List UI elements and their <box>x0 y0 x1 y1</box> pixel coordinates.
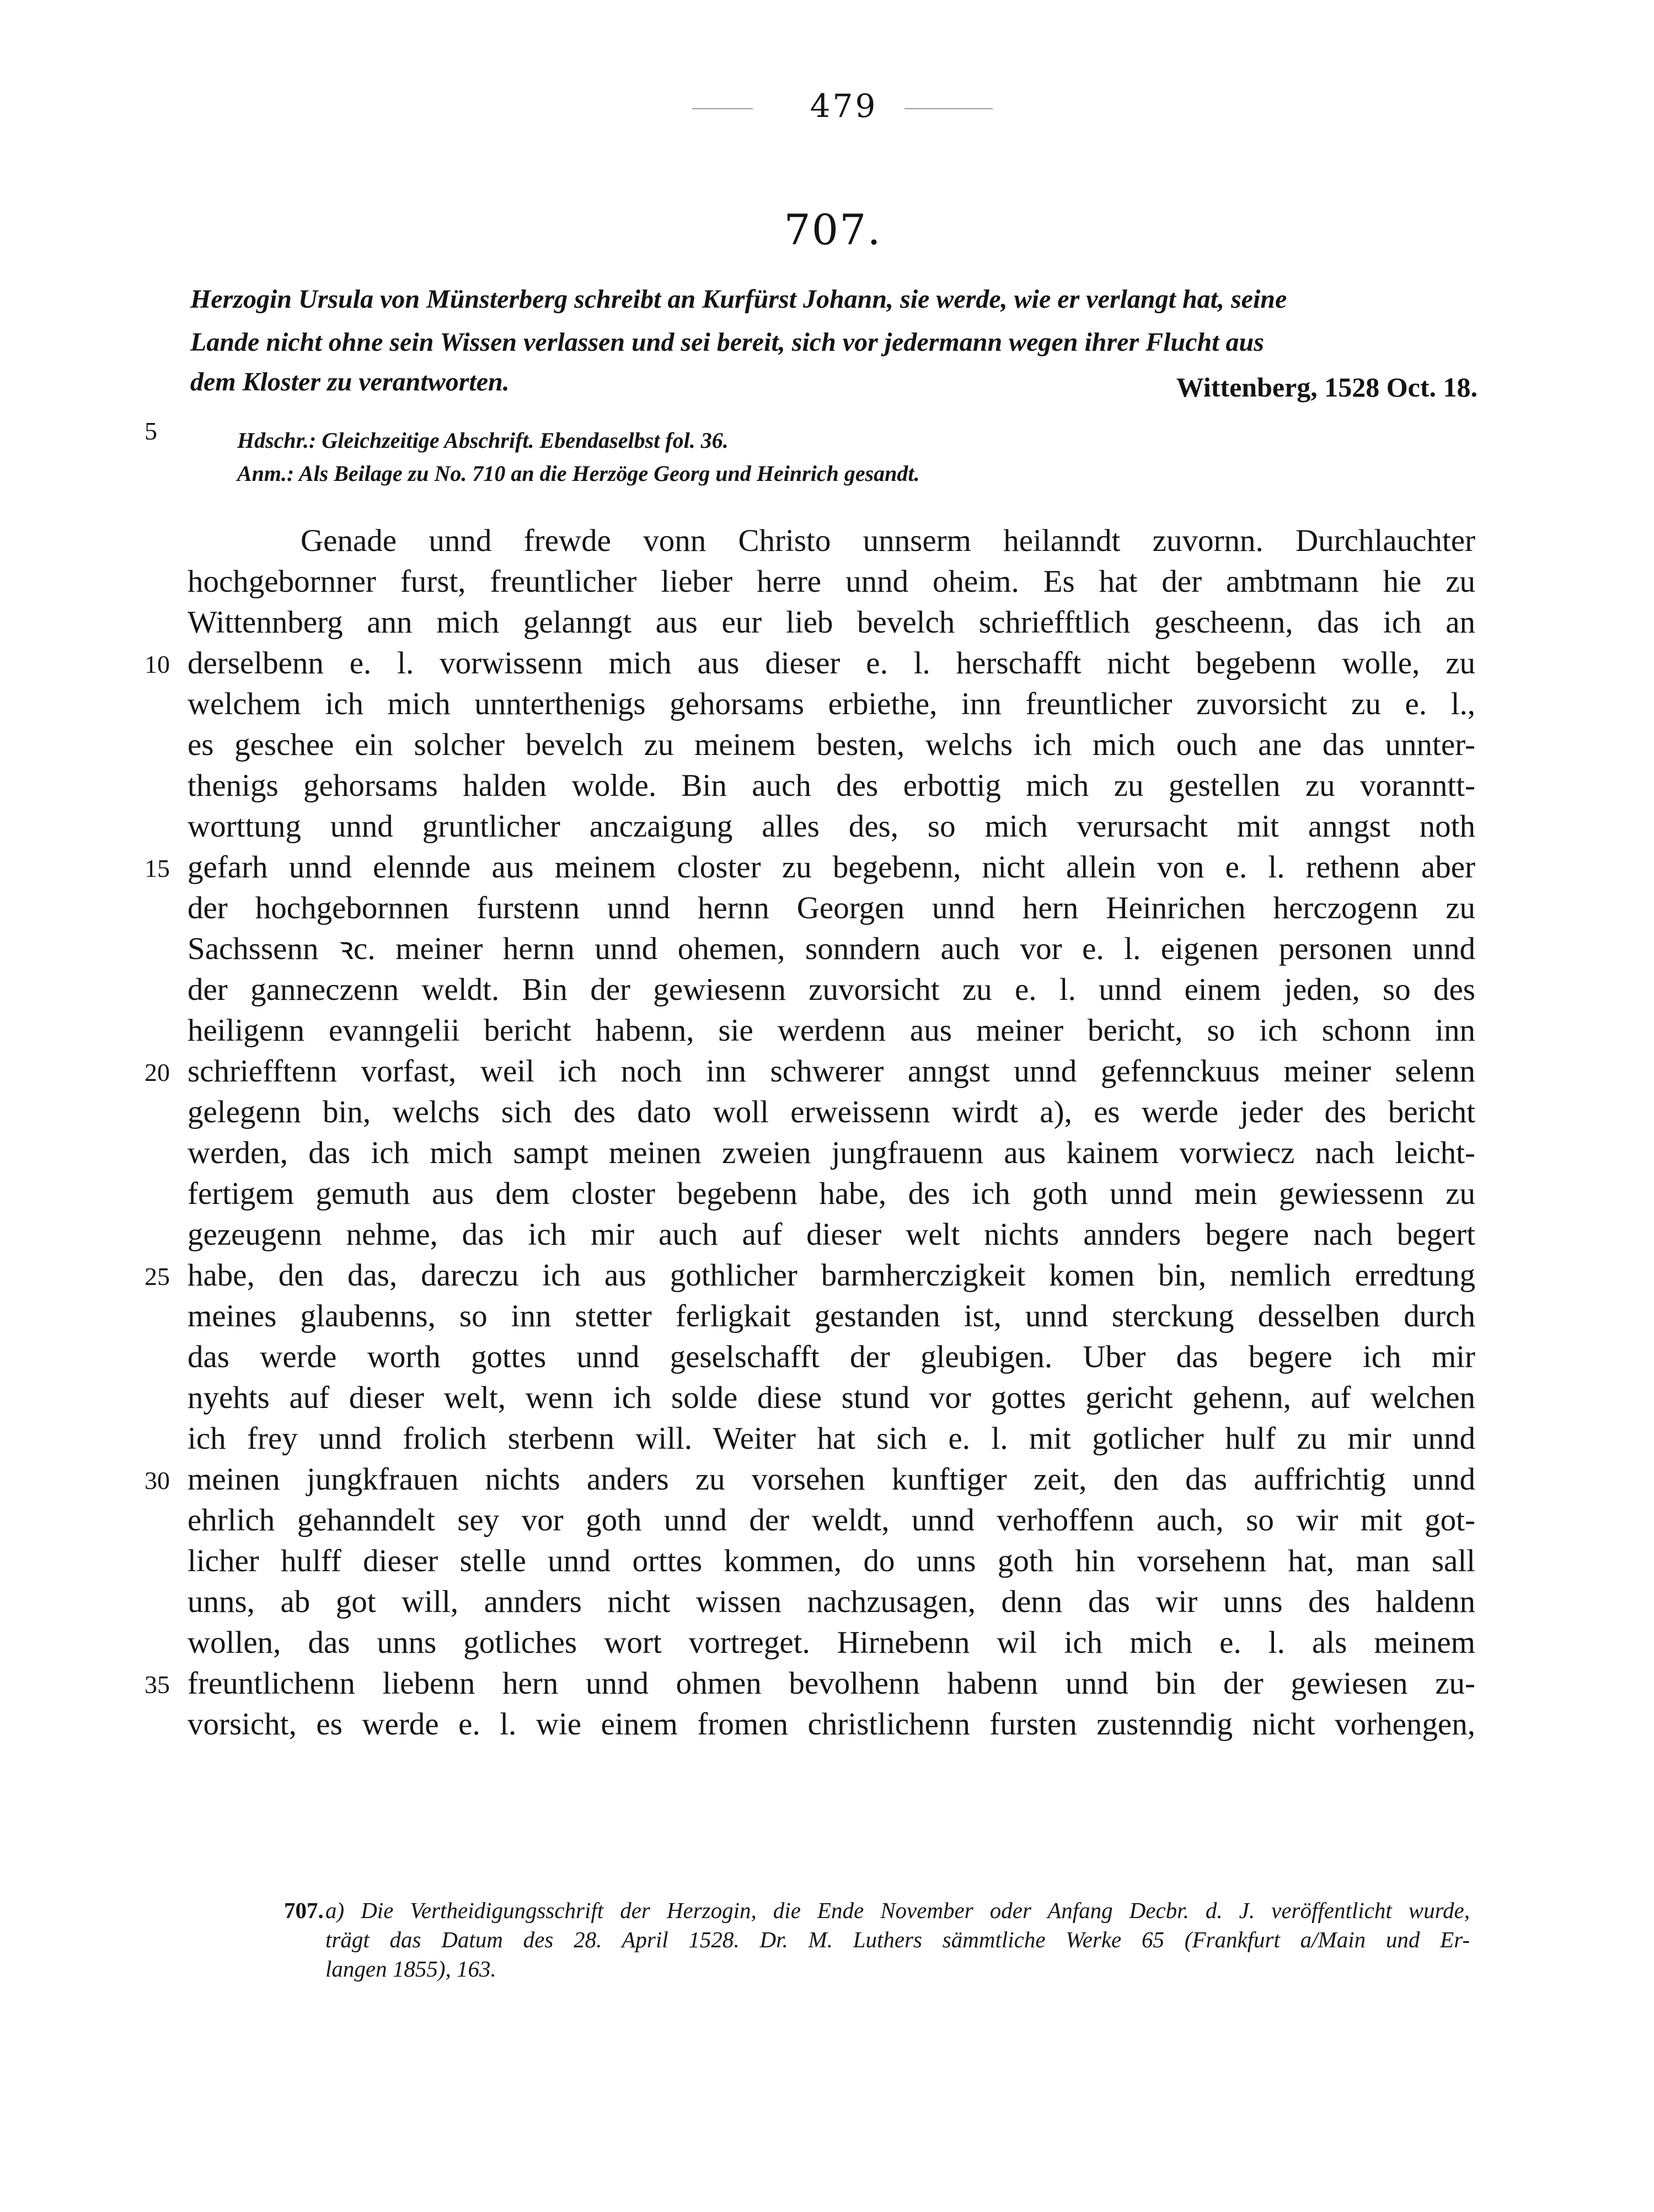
body-line: welchem ich mich unnterthenigs gehorsams erbiethe, inn freuntlicher zuvorsicht zu e. l., <box>188 687 1475 721</box>
document-number: 707. <box>784 205 882 254</box>
body-line: der ganneczenn weldt. Bin der gewiesenn zuvorsicht zu e. l. unnd einem jeden, so des <box>188 972 1475 1007</box>
body-line: gelegenn bin, welchs sich des dato woll erweissenn wirdt a), es werde jeder des bericht <box>188 1095 1475 1129</box>
body-line: vorsicht, es werde e. l. wie einem fromen christlichenn fursten zustenndig nicht vorhengen, <box>188 1707 1475 1742</box>
body-line: ehrlich gehanndelt sey vor goth unnd der weldt, unnd verhoffenn auch, so wir mit got- <box>188 1503 1475 1538</box>
header-rule-right <box>904 108 993 109</box>
body-line: worttung unnd gruntlicher anczaigung alles des, so mich verursacht mit anngst noth <box>188 809 1475 844</box>
page-number: 479 <box>810 87 878 125</box>
body-line: fertigem gemuth aus dem closter begebenn habe, des ich goth unnd mein gewiessenn zu <box>188 1176 1475 1211</box>
body-line: thenigs gehorsams halden wolde. Bin auch des erbottig mich zu gestellen zu voranntt- <box>188 768 1475 803</box>
body-line: schriefftenn vorfast, weil ich noch inn schwerer anngst unnd gefennckuus meiner selenn <box>188 1054 1475 1089</box>
body-line: wollen, das unns gotliches wort vortreget. Hirnebenn wil ich mich e. l. als meinem <box>188 1625 1475 1660</box>
body-line: licher hulff dieser stelle unnd orttes kommen, do unns goth hin vorsehenn hat, man sall <box>188 1544 1475 1578</box>
footnote-line: a) Die Vertheidigungsschrift der Herzogin, die Ende November oder Anfang Decbr. d. J. veröffentlicht wurde, <box>325 1898 1470 1923</box>
body-line: werden, das ich mich sampt meinen zweien jungfrauenn aus kainem vorwiecz nach leicht- <box>188 1136 1475 1170</box>
body-line: ich frey unnd frolich sterbenn will. Weiter hat sich e. l. mit gotlicher hulf zu mir unnd <box>188 1421 1475 1456</box>
body-line: meinen jungkfrauen nichts anders zu vorsehen kunftiger zeit, den das auffrichtig unnd <box>188 1462 1475 1497</box>
body-line: es geschee ein solcher bevelch zu meinem besten, welchs ich mich ouch ane das unnter- <box>188 727 1475 762</box>
line-number: 15 <box>144 854 170 882</box>
body-line: heiligenn evanngelii bericht habenn, sie werdenn aus meiner bericht, so ich schonn inn <box>188 1013 1475 1048</box>
source-note: Anm.: Als Beilage zu No. 710 an die Herzöge Georg und Heinrich gesandt. <box>237 461 920 486</box>
body-line: Wittennberg ann mich gelanngt aus eur lieb bevelch schriefftlich gescheenn, das ich an <box>188 605 1475 640</box>
summary-line: Herzogin Ursula von Münsterberg schreibt an Kurfürst Johann, sie werde, wie er verlangt hat, seine <box>190 285 1287 314</box>
dateline: Wittenberg, 1528 Oct. 18. <box>1176 372 1478 403</box>
line-number: 5 <box>144 417 157 445</box>
body-line: das werde worth gottes unnd geselschafft der gleubigen. Uber das begere ich mir <box>188 1340 1475 1374</box>
body-line: der hochgebornnen furstenn unnd hernn Georgen unnd hern Heinrichen herczogenn zu <box>188 891 1475 925</box>
body-line: gezeugenn nehme, das ich mir auch auf dieser welt nichts annders begere nach begert <box>188 1217 1475 1252</box>
line-number: 35 <box>144 1670 170 1699</box>
body-line: derselbenn e. l. vorwissenn mich aus dieser e. l. herschafft nicht begebenn wolle, zu <box>188 646 1475 681</box>
summary-line: Lande nicht ohne sein Wissen verlassen und sei bereit, sich vor jedermann wegen ihrer Flucht aus <box>190 328 1264 357</box>
body-line: Genade unnd frewde vonn Christo unnserm heilanndt zuvornn. Durchlauchter <box>301 523 1475 558</box>
line-number: 10 <box>144 650 170 678</box>
footnote-line: trägt das Datum des 28. April 1528. Dr. M. Luthers sämmtliche Werke 65 (Frankfurt a/Main und Er- <box>325 1927 1470 1952</box>
line-number: 30 <box>144 1466 170 1495</box>
body-line: nyehts auf dieser welt, wenn ich solde diese stund vor gottes gericht gehenn, auf welchen <box>188 1380 1475 1415</box>
summary-line: dem Kloster zu verantworten. <box>190 367 510 397</box>
line-number: 20 <box>144 1058 170 1086</box>
body-line: Sachssenn ꝛc. meiner hernn unnd ohemen, sonndern auch vor e. l. eigenen personen unnd <box>188 931 1475 966</box>
body-line: habe, den das, dareczu ich aus gothlicher barmherczigkeit komen bin, nemlich erredtung <box>188 1258 1475 1293</box>
source-note: Hdschr.: Gleichzeitige Abschrift. Ebendaselbst fol. 36. <box>237 428 729 453</box>
body-line: freuntlichenn liebenn hern unnd ohmen bevolhenn habenn unnd bin der gewiesen zu- <box>188 1666 1475 1701</box>
line-number: 25 <box>144 1262 170 1290</box>
body-line: gefarh unnd elennde aus meinem closter zu begebenn, nicht allein von e. l. rethenn aber <box>188 850 1475 885</box>
footnote-label: 707. <box>284 1898 324 1923</box>
body-line: meines glaubenns, so inn stetter ferligkait gestanden ist, unnd sterckung desselben durch <box>188 1299 1475 1333</box>
body-line: hochgebornner furst, freuntlicher lieber herre unnd oheim. Es hat der ambtmann hie zu <box>188 564 1475 599</box>
footnote-line: langen 1855), 163. <box>325 1956 496 1981</box>
body-line: unns, ab got will, annders nicht wissen nachzusagen, denn das wir unns des haldenn <box>188 1584 1475 1619</box>
header-rule-left <box>692 108 753 109</box>
